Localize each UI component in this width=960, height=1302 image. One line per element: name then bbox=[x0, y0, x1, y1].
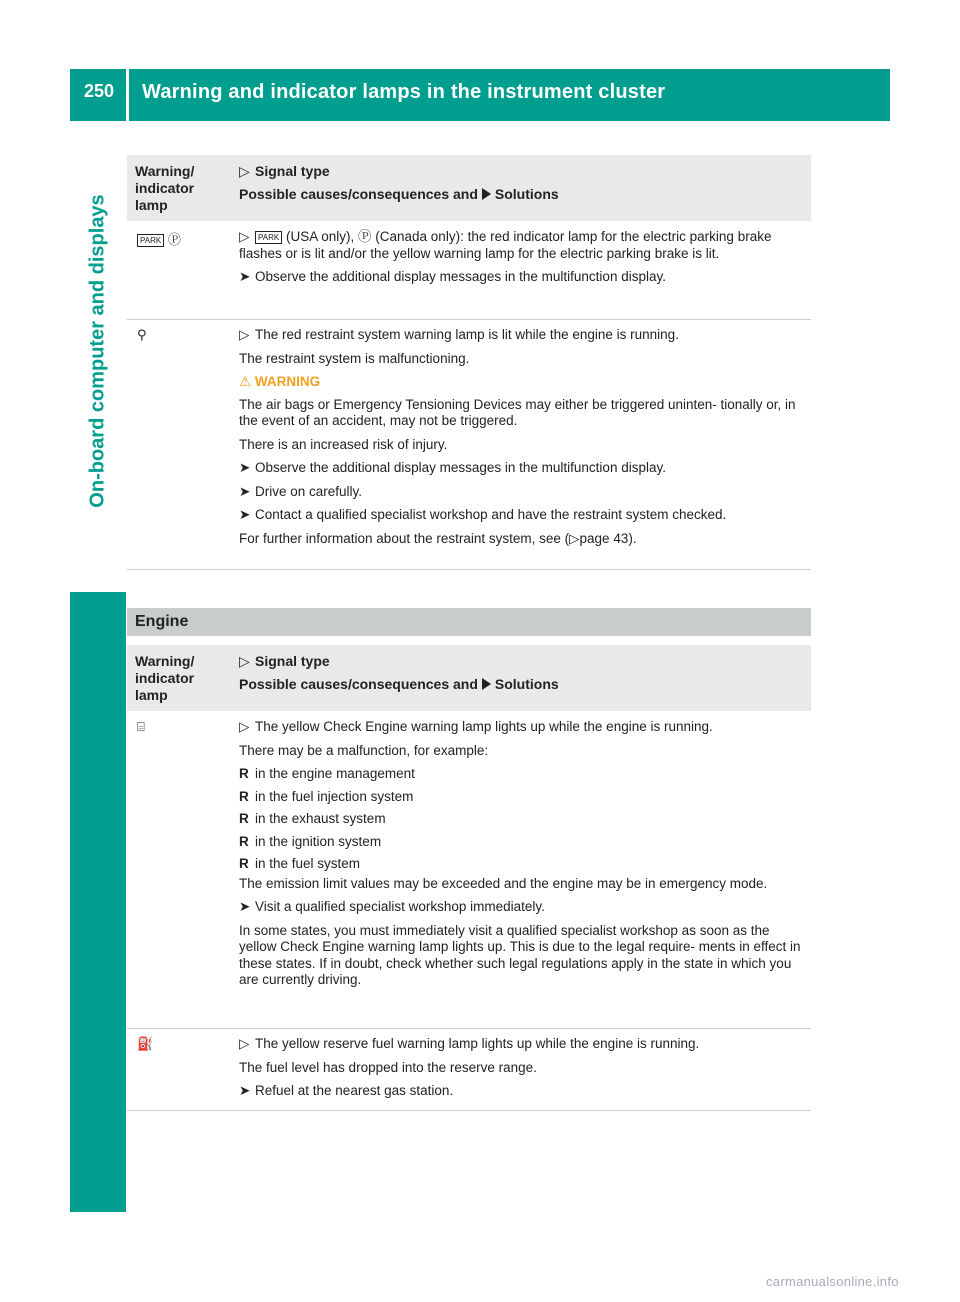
bullet-icon: R bbox=[239, 788, 249, 804]
table-row: ⚲ ▷ The red restraint system warning lamp is lit while the engine is running. The restraint system is malfunctioning. ⚠ WARNING The air bags or Emergency Tensioning Devices may either be triggered uninten- tionally or, in the event of an accident, may not be triggered. There is an increased risk of injury. ➤ Observe the additional display messages in the multifunction display. ➤ Drive on carefully. ➤ Contact a qualified specialist workshop and have the restraint system checked. For further information about the restraint system, see (▷page 43). bbox=[127, 319, 811, 570]
signal-icon: ▷ bbox=[239, 653, 250, 669]
col-lamp-header: Warning/ indicator lamp bbox=[135, 653, 195, 703]
solution-arrow-icon bbox=[482, 188, 491, 200]
page-header bbox=[70, 69, 890, 121]
bullet-icon: R bbox=[239, 856, 249, 871]
signal-icon: ▷ bbox=[239, 327, 250, 342]
page-ref-icon: ▷ bbox=[569, 530, 580, 546]
bullet-icon: R bbox=[239, 766, 249, 781]
step-arrow-icon: ➤ bbox=[239, 269, 251, 284]
section-header-engine: Engine bbox=[127, 608, 811, 636]
table-row: PARK Ⓟ ▷ PARK (USA only), Ⓟ (Canada only): the red indicator lamp for the electric parking brake flashes or is lit and/or the yellow warning lamp for the electric parking brake is lit. ➤ Observe the additional display messages in the multifunction display. bbox=[127, 221, 811, 320]
table-row: ⌸ ▷ The yellow Check Engine warning lamp lights up while the engine is running. There may be a malfunction, for example: R in the engine management R in the fuel injection system R in the exhaust system R in the ignition system R in the fuel system The emission limit values may be exceeded and the engine may be in emergency mode. ➤ Visit a qualified specialist workshop immediately. In some states, you must immediately visit a qualified specialist workshop as soon as the yellow Check Engine warning lamp lights up. This is due to the legal require- ments in effect in these states. If in doubt, check whether such legal regulations apply in the state in which you are currently driving. bbox=[127, 711, 811, 1029]
signal-icon: ▷ bbox=[239, 229, 250, 244]
page-title: Warning and indicator lamps in the instrument cluster bbox=[142, 81, 666, 103]
solution-arrow-icon bbox=[482, 678, 491, 690]
page-number: 250 bbox=[84, 81, 115, 101]
table-header bbox=[127, 645, 811, 711]
table-header bbox=[127, 155, 811, 221]
watermark: carmanualsonline.info bbox=[766, 1274, 899, 1289]
table-row: ⛽ ▷ The yellow reserve fuel warning lamp lights up while the engine is running. The fuel level has dropped into the reserve range. ➤ Refuel at the nearest gas station. bbox=[127, 1028, 811, 1111]
warning-icon: ⚠ bbox=[239, 374, 252, 389]
sidebar-color-block bbox=[70, 592, 126, 1212]
fuel-pump-icon: ⛽ bbox=[137, 1036, 154, 1051]
bullet-icon: R bbox=[239, 811, 249, 826]
page-link[interactable]: page 43). bbox=[579, 530, 637, 546]
col-signal-header: ▷ Signal type Possible causes/consequences and Solutions bbox=[239, 163, 559, 202]
header-divider bbox=[126, 69, 129, 121]
step-arrow-icon: ➤ bbox=[239, 1083, 251, 1098]
restraint-system-icon: ⚲ bbox=[137, 327, 147, 342]
signal-icon: ▷ bbox=[239, 1036, 250, 1051]
step-arrow-icon: ➤ bbox=[239, 460, 251, 475]
signal-icon: ▷ bbox=[239, 719, 250, 734]
park-brake-icon: PARK Ⓟ bbox=[137, 229, 181, 248]
sidebar-label-box bbox=[70, 121, 126, 591]
step-arrow-icon: ➤ bbox=[239, 899, 251, 914]
col-signal-header: ▷ Signal type Possible causes/consequences and Solutions bbox=[239, 653, 559, 692]
bullet-icon: R bbox=[239, 833, 249, 849]
signal-icon: ▷ bbox=[239, 163, 250, 179]
sidebar-label: On-board computer and displays bbox=[86, 194, 109, 508]
step-arrow-icon: ➤ bbox=[239, 483, 251, 499]
check-engine-icon: ⌸ bbox=[137, 719, 145, 734]
step-arrow-icon: ➤ bbox=[239, 507, 251, 522]
col-lamp-header: Warning/ indicator lamp bbox=[135, 163, 195, 213]
